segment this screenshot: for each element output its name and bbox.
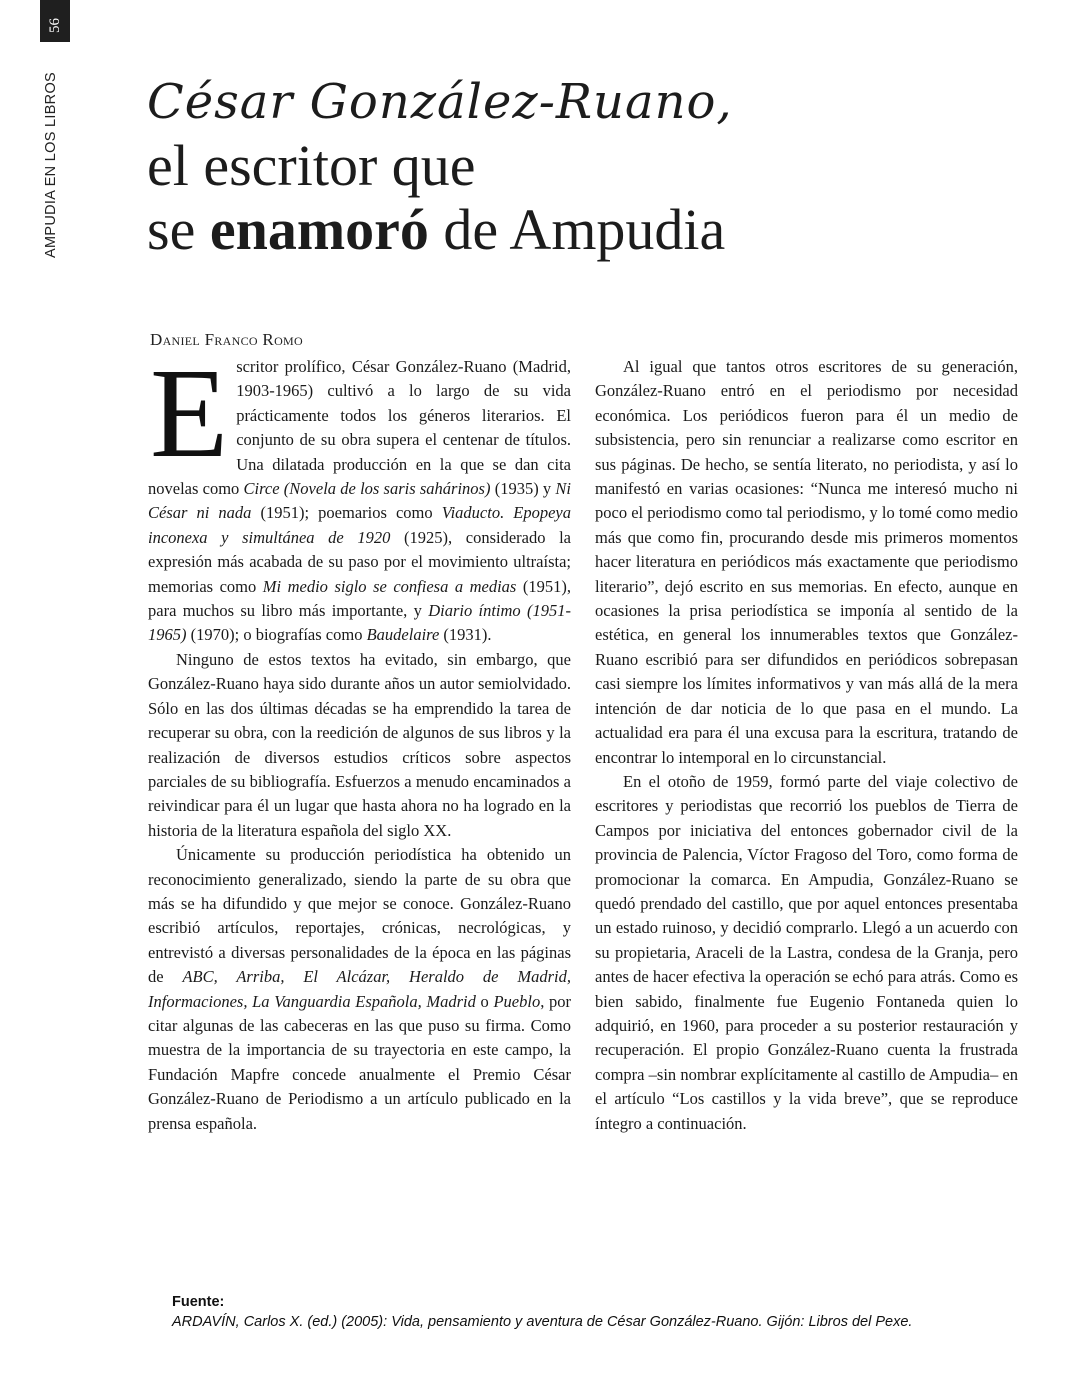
- paragraph-5: En el otoño de 1959, formó parte del viaje colectivo de escritores y periodistas que recorrió los pueblos de Tierra de Campos por iniciativa del entonces gobernador civil de la provincia de Palencia, Víctor Fragoso del Toro, como forma de promocionar la comarca. En Ampudia, González-Ruano se quedó prendado del castillo, que por aquel entonces presentaba un estado ruinoso, y decidió comprarlo. Llegó a un acuerdo con su propietaria, Araceli de la Lastra, condesa de la Granja, pero antes de hacer efectiva la operación se echó para atrás. Como es bien sabido, finalmente fue Eugenio Fontaneda quien lo adquirió, en 1960, para proceder a su posterior restauración y recuperación. El propio González-Ruano cuenta la frustrada compra –sin nombrar explícitamente al castillo de Ampudia– en el artículo “Los castillos y la vida breve”, que se reproduce íntegro a continuación.: [595, 771, 1018, 1133]
- title-line-1: César González-Ruano,: [147, 74, 733, 130]
- column-left: [148, 342, 572, 1136]
- article-title: [147, 70, 1027, 262]
- author-byline: Daniel Franco Romo: [150, 330, 303, 349]
- paragraph-2: Ninguno de estos textos ha evitado, sin embargo, que González-Ruano haya sido durante años un autor semiolvidado. Sólo en las dos últimas décadas se ha emprendido la tarea de recuperar su obra, con la reedición de algunos de sus libros y la realización de diversos estudios críticos sobre aspectos parciales de su bibliografía. Esfuerzos a menudo encaminados a reivindicar para él un lugar que hasta ahora no ha logrado en la historia de la literatura española del siglo XX.: [148, 649, 571, 840]
- running-head: AMPUDIA EN LOS LIBROS: [43, 72, 59, 258]
- title-line-2: el escritor que: [147, 133, 476, 198]
- paragraph-4: Al igual que tantos otros escritores de su generación, González-Ruano entró en el periodismo por necesidad económica. Los periódicos fueron para él un medio de subsistencia, pero sin renunciar a realizarse como escritor en sus páginas. De hecho, se sentía literato, no periodista, y así lo manifestó en varias ocasiones: “Nunca me interesó mucho ni poco el periodismo como tal periodismo, y lo tomé como medio más que como fin, procurando desde mis primeros momentos hacer literatura en periódicos más exactamente que periodismo literario”, dejó escrito en sus memorias. En efecto, aunque en ocasiones la prisa periodística se imponía al sentido de la estética, en general los innumerables textos que González-Ruano escribió para ser difundidos en periódicos sobrepasan casi siempre los límites informativos y van más allá de la mera intención de dar noticia de lo que pasa en el mundo. La actualidad era para él una excusa para la escritura, tratando de encontrar lo intemporal en lo circunstancial.: [595, 357, 1018, 767]
- source-book-title: Vida, pensamiento y aventura de César González-Ruano: [391, 1314, 759, 1330]
- paragraph-3: Únicamente su producción periodística ha obtenido un reconocimiento generalizado, siendo la parte de su obra que más se ha difundido y que mejor se conoce. González-Ruano escribió artículos, reportajes, crónicas, necrológicas, y entrevistó a diversas personalidades de la época en las páginas de ABC, Arriba, El Alcázar, Heraldo de Madrid, Informaciones, La Vanguardia Española, Madrid o Pueblo, por citar algunas de las cabeceras en las que puso su firma. Como muestra de la importancia de su trayectoria en este campo, la Fundación Mapfre concede anualmente el Premio César González-Ruano de Periodismo a un artículo publicado en la prensa española.: [148, 845, 571, 1133]
- source-label: Fuente:: [172, 1294, 225, 1310]
- drop-cap: E: [150, 342, 229, 484]
- source-note: [172, 1292, 1032, 1332]
- page-number: 56: [40, 0, 70, 42]
- paragraph-1: Escritor prolífico, César González-Ruano (Madrid, 1903-1965) cultivó a lo largo de su vida prácticamente todos los géneros literarios. El conjunto de su obra supera el centenar de títulos. Una dilatada producción en la que se dan cita novelas como Circe (Novela de los saris sahárinos) (1935) y Ni César ni nada (1951); poemarios como Viaducto. Epopeya inconexa y simultánea de 1920 (1925), considerado la expresión más acabada de su paso por el movimiento ultraísta; memorias como Mi medio siglo se confiesa a medias (1951), para muchos su libro más importante, y Diario íntimo (1951-1965) (1970); o biografías como Baudelaire (1931).: [148, 342, 572, 645]
- title-line-3: se enamoró de Ampudia: [147, 197, 726, 262]
- column-right: [595, 355, 1018, 1136]
- source-citation: ARDAVÍN, Carlos X. (ed.) (2005): Vida, pensamiento y aventura de César González-Ruano. Gijón: Libros del Pexe.: [172, 1314, 913, 1330]
- title-emphasis: enamoró: [209, 197, 429, 262]
